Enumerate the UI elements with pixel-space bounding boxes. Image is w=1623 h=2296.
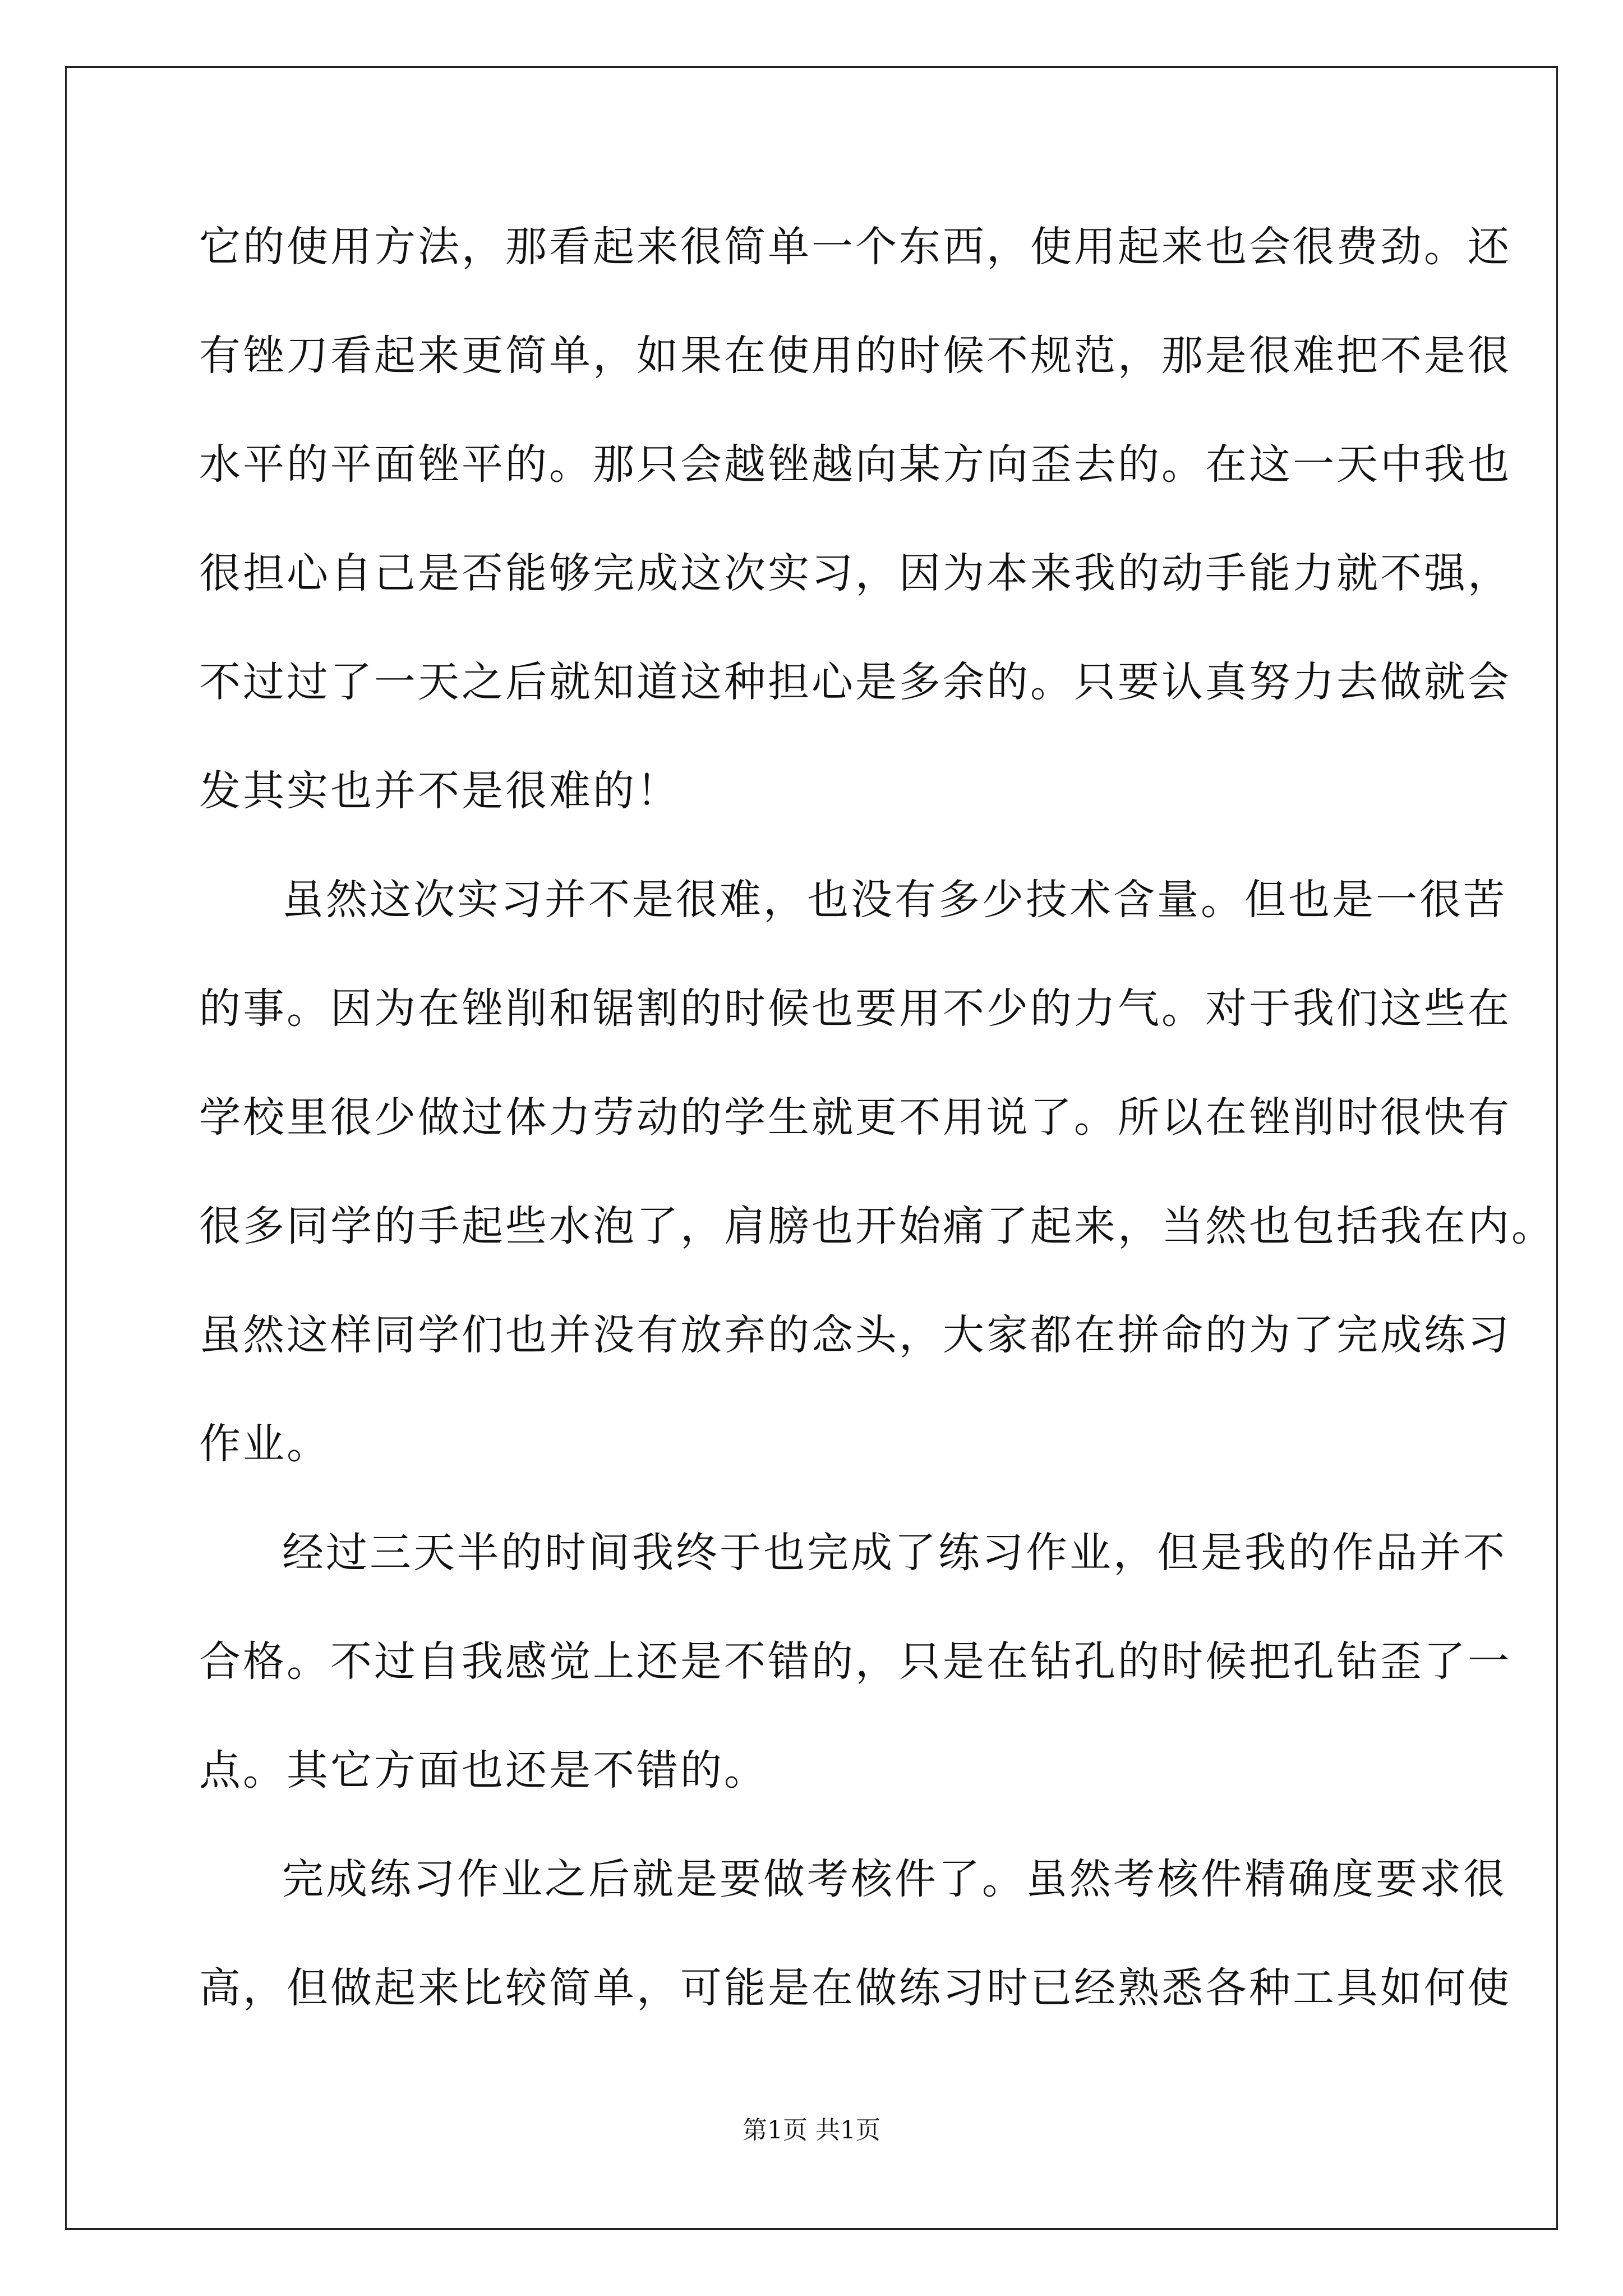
text-line: 作业。	[199, 1420, 330, 1468]
text-line: 学校里很少做过体力劳动的学生就更不用说了。所以在锉削时很快有	[199, 1093, 1511, 1142]
paragraph-first-line: 完成练习作业之后就是要做考核件了。虽然考核件精确度要求很	[282, 1855, 1507, 1903]
text-line: 不过过了一天之后就知道这种担心是多余的。只要认真努力去做就会	[199, 658, 1511, 706]
text-line: 很多同学的手起些水泡了，肩膀也开始痛了起来，当然也包括我在内。	[199, 1202, 1555, 1250]
paragraph-first-line: 虽然这次实习并不是很难，也没有多少技术含量。但也是一很苦	[282, 876, 1507, 924]
text-line: 它的使用方法，那看起来很简单一个东西，使用起来也会很费劲。还	[199, 223, 1511, 271]
paragraph-first-line: 经过三天半的时间我终于也完成了练习作业，但是我的作品并不	[282, 1529, 1507, 1577]
page-number: 第1页 共1页	[743, 2116, 880, 2145]
text-line: 的事。因为在锉削和锯割的时候也要用不少的力气。对于我们这些在	[199, 984, 1511, 1033]
text-line: 发其实也并不是很难的！	[199, 767, 680, 815]
text-line: 虽然这样同学们也并没有放弃的念头，大家都在拼命的为了完成练习	[199, 1311, 1511, 1359]
text-line: 有锉刀看起来更简单，如果在使用的时候不规范，那是很难把不是很	[199, 332, 1511, 380]
document-body	[199, 213, 1555, 2063]
text-line: 点。其它方面也还是不错的。	[199, 1746, 768, 1795]
text-line: 水平的平面锉平的。那只会越锉越向某方向歪去的。在这一天中我也	[199, 440, 1511, 489]
text-line: 合格。不过自我感觉上还是不错的，只是在钻孔的时候把孔钻歪了一	[199, 1637, 1511, 1686]
text-line: 高，但做起来比较简单，可能是在做练习时已经熟悉各种工具如何使	[199, 1964, 1511, 2012]
page-footer	[0, 2114, 1623, 2147]
text-line: 很担心自己是否能够完成这次实习，因为本来我的动手能力就不强，	[199, 549, 1511, 597]
